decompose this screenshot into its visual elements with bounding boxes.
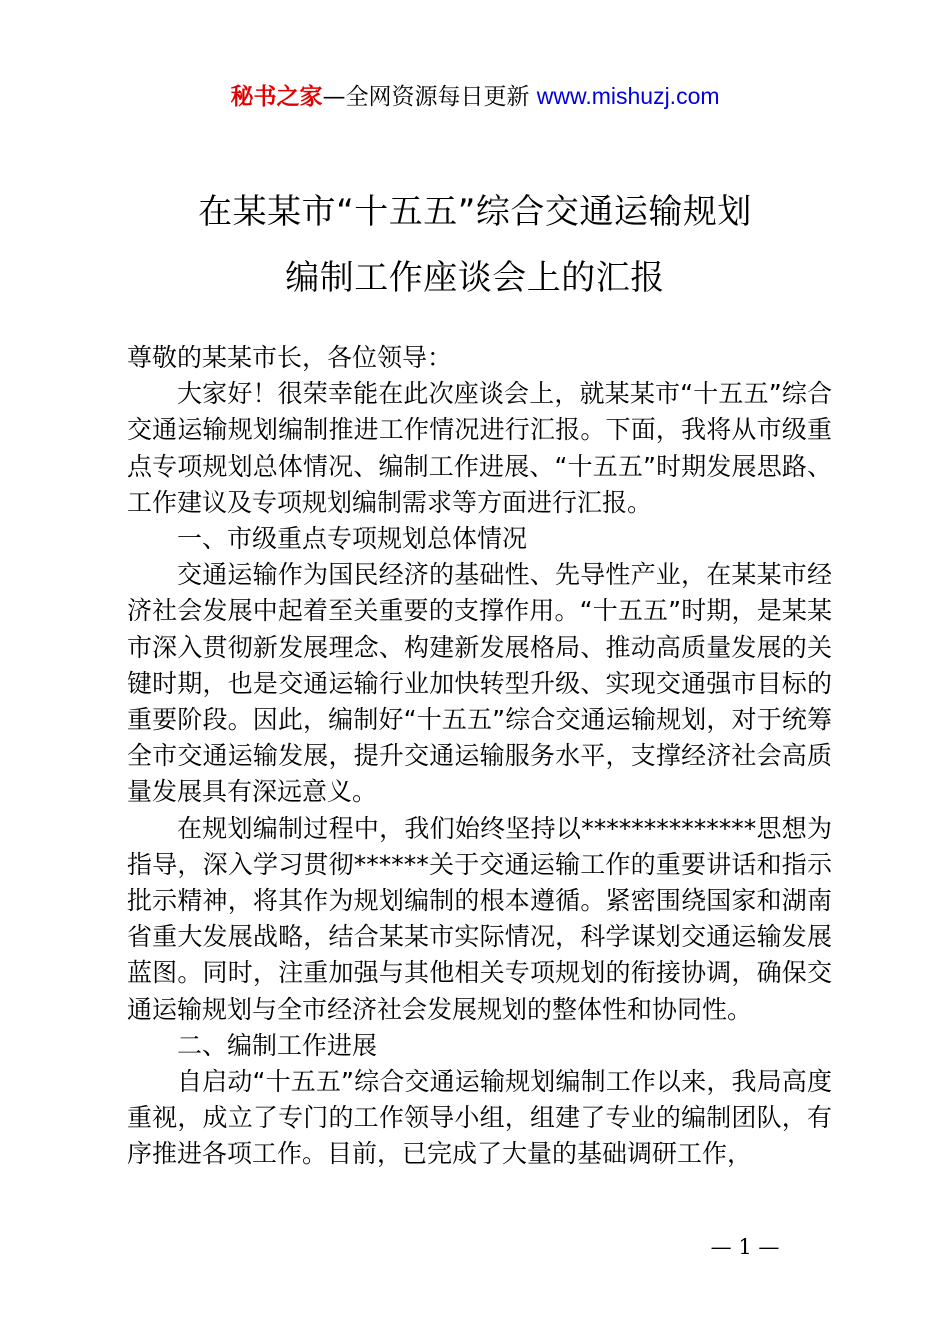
salutation: 尊敬的某某市长，各位领导： bbox=[127, 343, 453, 372]
document-title-line-2: 编制工作座谈会上的汇报 bbox=[285, 258, 665, 298]
brand-name: 秘书之家 bbox=[230, 84, 323, 110]
page-number: — 1 — bbox=[710, 1235, 780, 1259]
header-tagline: —全网资源每日更新 bbox=[322, 84, 537, 110]
section-heading-2: 二、编制工作进展 bbox=[177, 1030, 378, 1060]
site-url[interactable]: www.mishuzj.com bbox=[536, 83, 720, 109]
section-heading-1: 一、市级重点专项规划总体情况 bbox=[177, 524, 528, 554]
paragraph-section-1-a: 交通运输作为国民经济的基础性、先导性产业，在某某市经济社会发展中起着至关重要的支撑作用。“十五五”时期，是某某市深入贯彻新发展理念、构建新发展格局、推动高质量发展的关键时期，也是交通运输行业加快转型升级、实现交通强市目标的重要阶段。因此，编制好“十五五”综合交通运输规划，对于统筹全市交通运输发展，提升交通运输服务水平，支撑经济社会高质量发展具有深远意义。 bbox=[127, 560, 832, 807]
paragraph-section-2-a: 自启动“十五五”综合交通运输规划编制工作以来，我局高度重视，成立了专门的工作领导小组，组建了专业的编制团队，有序推进各项工作。目前，已完成了大量的基础调研工作， bbox=[127, 1067, 832, 1169]
paragraph-opening: 大家好！很荣幸能在此次座谈会上，就某某市“十五五”综合交通运输规划编制推进工作情况进行汇报。下面，我将从市级重点专项规划总体情况、编制工作进展、“十五五”时期发展思路、工作建议及专项规划编制需求等方面进行汇报。 bbox=[127, 379, 832, 517]
site-header bbox=[0, 80, 950, 113]
document-title-line-1: 在某某市“十五五”综合交通运输规划 bbox=[198, 192, 752, 232]
document-body bbox=[127, 340, 832, 1173]
paragraph-section-1-b: 在规划编制过程中，我们始终坚持以**************思想为指导，深入学习贯彻******关于交通运输工作的重要讲话和指示批示精神，将其作为规划编制的根本遵循。紧密围绕国家和湖南省重大发展战略，结合某某市实际情况，科学谋划交通运输发展蓝图。同时，注重加强与其他相关专项规划的衔接协调，确保交通运输规划与全市经济社会发展规划的整体性和协同性。 bbox=[127, 813, 832, 1024]
